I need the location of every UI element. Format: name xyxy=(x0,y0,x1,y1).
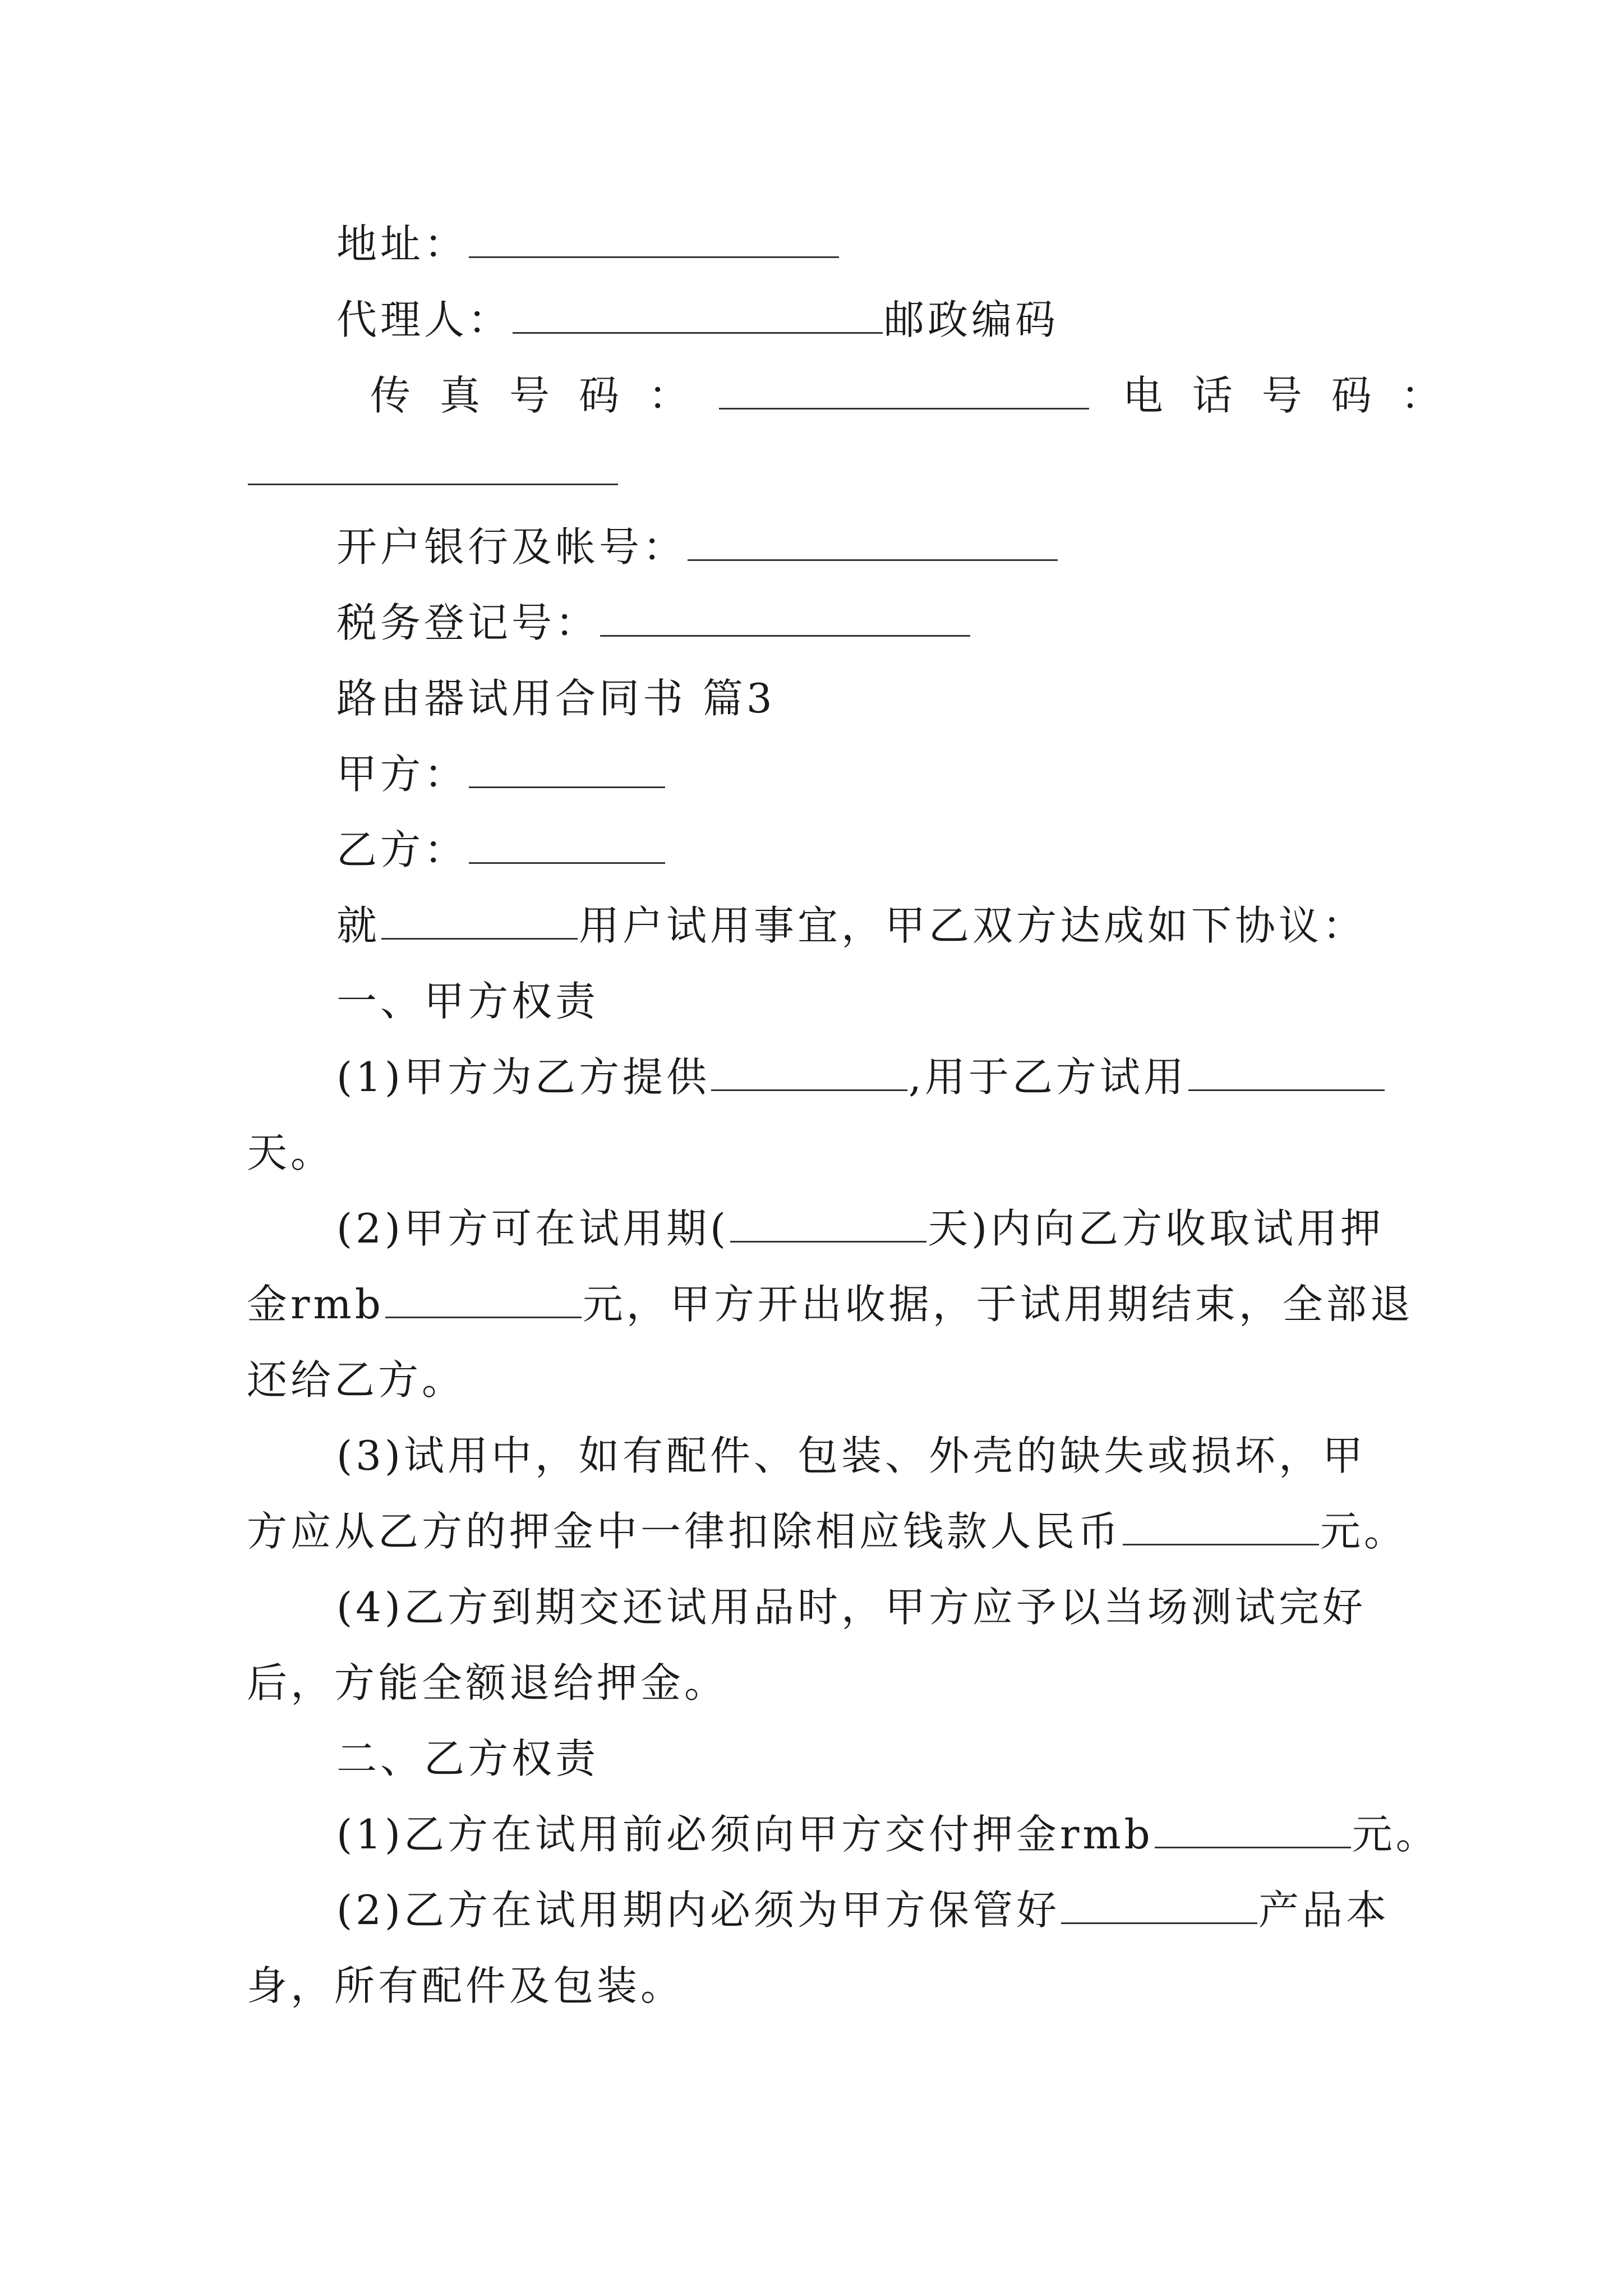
clause-a3-text-3: 元。 xyxy=(1320,1508,1408,1555)
clause-a1-blank-1 xyxy=(711,1053,907,1091)
clause-a2-line1 xyxy=(336,1200,1385,1257)
bank-label: 开户银行及帐号： xyxy=(336,523,687,570)
clause-a2-blank-1 xyxy=(730,1205,926,1243)
clause-a1-line1 xyxy=(336,1049,1380,1105)
clause-a1-text-2: ,用于乙方试用 xyxy=(909,1053,1187,1101)
bank-blank xyxy=(688,523,1058,561)
intro-start: 就 xyxy=(336,902,381,949)
clause-b1-text-1: (1)乙方在试用前必须向甲方交付押金rmb xyxy=(336,1811,1154,1858)
phone-blank-line xyxy=(247,443,1380,499)
address-label: 地址： xyxy=(336,220,468,268)
heading-party-b-duties: 二、乙方权责 xyxy=(336,1735,600,1782)
agent-line xyxy=(336,292,1380,348)
clause-b2-text-2: 产品本 xyxy=(1258,1887,1390,1934)
clause-a4-line2: 后，方能全额退给押金。 xyxy=(247,1659,728,1706)
clause-b1-text-2: 元。 xyxy=(1352,1811,1440,1858)
section-title: 路由器试用合同书 篇3 xyxy=(336,675,776,722)
fax-label: 传真号码： xyxy=(370,372,718,419)
intro-blank xyxy=(381,902,578,940)
clause-b2-text-1: (2)乙方在试用期内必须为甲方保管好 xyxy=(336,1887,1060,1934)
clause-b1-blank xyxy=(1155,1811,1351,1848)
phone-blank xyxy=(248,448,618,485)
party-b-blank xyxy=(469,826,665,864)
clause-b2-line1 xyxy=(336,1882,1390,1938)
party-a-line xyxy=(336,746,1380,802)
tax-blank xyxy=(600,599,970,637)
clause-a2-text-3: 金rmb xyxy=(247,1281,384,1328)
party-b-line xyxy=(336,822,1380,878)
clause-a4-line1: (4)乙方到期交还试用品时，甲方应予以当场测试完好 xyxy=(336,1584,1366,1631)
clause-a2-line2 xyxy=(247,1276,1414,1332)
clause-a2-line3: 还给乙方。 xyxy=(247,1356,466,1404)
party-a-blank xyxy=(469,751,665,788)
party-b-label: 乙方： xyxy=(336,826,468,873)
clause-b1-line xyxy=(336,1806,1440,1862)
intro-line xyxy=(336,898,1380,954)
clause-a2-text-1: (2)甲方可在试用期( xyxy=(336,1205,730,1252)
fax-blank xyxy=(719,372,1089,409)
phone-label: 电话号码： xyxy=(1122,372,1470,419)
agent-blank xyxy=(513,296,883,334)
clause-a1-blank-2 xyxy=(1188,1053,1385,1091)
clause-a3-blank xyxy=(1123,1508,1319,1545)
clause-a3-line1: (3)试用中，如有配件、包装、外壳的缺失或损坏，甲 xyxy=(336,1432,1366,1479)
address-blank xyxy=(469,220,839,258)
tax-line xyxy=(336,595,1380,651)
clause-a3-text-2: 方应从乙方的押金中一律扣除相应钱款人民币 xyxy=(247,1508,1122,1555)
fax-phone-line xyxy=(370,367,1470,424)
clause-a1-line2: 天。 xyxy=(247,1129,335,1176)
intro-end: 用户试用事宜，甲乙双方达成如下协议： xyxy=(579,902,1367,949)
clause-a2-text-4: 元，甲方开出收据，于试用期结束，全部退 xyxy=(582,1281,1414,1328)
address-line xyxy=(336,216,1380,272)
agent-label: 代理人： xyxy=(336,296,512,343)
clause-a3-line2 xyxy=(247,1503,1408,1559)
clause-b2-blank xyxy=(1061,1887,1257,1924)
clause-a1-text-1: (1)甲方为乙方提供 xyxy=(336,1053,710,1101)
clause-a2-text-2: 天)内向乙方收取试用押 xyxy=(928,1205,1385,1252)
heading-party-a-duties: 一、甲方权责 xyxy=(336,978,600,1025)
postal-label: 邮政编码 xyxy=(884,296,1059,343)
clause-b2-line2: 身，所有配件及包装。 xyxy=(247,1962,685,2009)
clause-a2-blank-2 xyxy=(385,1281,582,1318)
party-a-label: 甲方： xyxy=(336,751,468,798)
bank-line xyxy=(336,519,1380,575)
tax-label: 税务登记号： xyxy=(336,599,600,646)
